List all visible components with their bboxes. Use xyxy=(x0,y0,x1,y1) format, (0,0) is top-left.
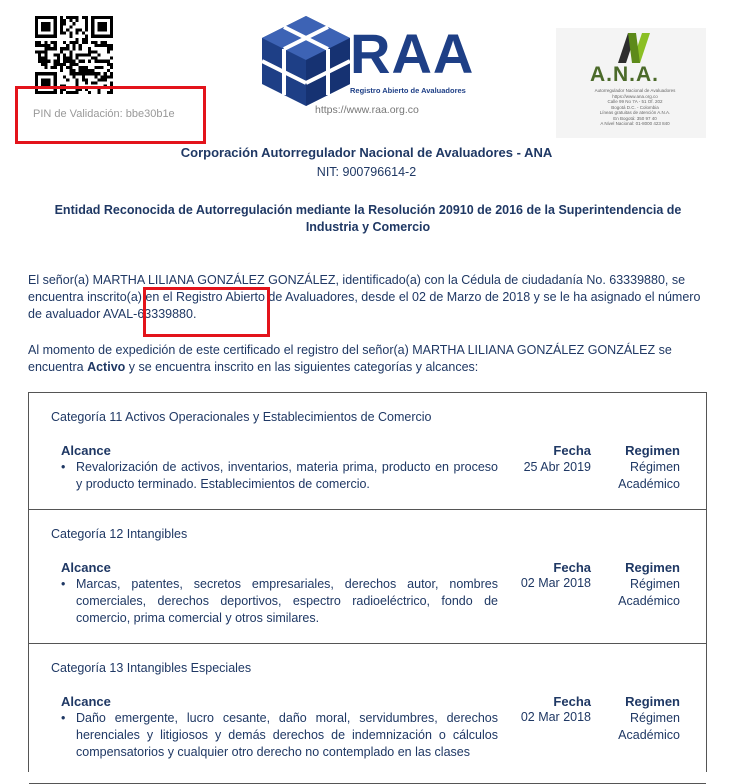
fecha-value: 02 Mar 2018 xyxy=(520,576,591,590)
status-paragraph xyxy=(28,342,706,376)
fecha-header: Fecha xyxy=(553,694,591,709)
categories-table xyxy=(28,392,707,772)
regimen-header: Regimen xyxy=(625,560,680,575)
alcance-header: Alcance xyxy=(61,560,111,575)
bullet-icon: • xyxy=(61,460,66,474)
category-title: Categoría 11 Activos Operacionales y Establecimientos de Comercio xyxy=(51,410,432,424)
raa-subtitle: Registro Abierto de Avaluadores xyxy=(350,86,466,95)
highlight-box-aval xyxy=(143,287,270,337)
alcance-header: Alcance xyxy=(61,443,111,458)
status-text-before: Al momento de expedición de este certificado el registro del señor(a) MARTHA LILIANA GONZÁLEZ GONZÁLEZ se encuentra xyxy=(28,343,672,374)
ana-n-mark-icon xyxy=(614,33,654,63)
regimen-value: Régimen Académico xyxy=(618,577,680,608)
bullet-icon: • xyxy=(61,711,66,725)
highlight-box-pin xyxy=(15,86,206,144)
fecha-value: 02 Mar 2018 xyxy=(520,710,591,724)
ana-contact-line: Autorregulador Nacional de Avaluadores xyxy=(594,88,676,93)
organization-nit: NIT: 900796614-2 xyxy=(316,165,417,179)
status-text-after: y se encuentra inscrito en las siguientes categorías y alcances: xyxy=(125,360,479,374)
entity-statement: Entidad Reconocida de Autorregulación mediante la Resolución 20910 de 2016 de la Superintendencia de Industria y Comercio xyxy=(54,203,682,234)
ana-contact-line: Líneas gratuitas de atención A.N.A. xyxy=(599,110,671,115)
alcance-item xyxy=(61,459,498,493)
validation-pin: PIN de Validación: bbe30b1e xyxy=(33,108,175,120)
raa-cube-logo xyxy=(262,16,350,106)
ana-logo-text: A.N.A. xyxy=(590,63,659,86)
ana-contact-line: Bogotá D.C. - Colombia xyxy=(611,104,659,110)
fecha-header: Fecha xyxy=(553,443,591,458)
registration-paragraph: El señor(a) MARTHA LILIANA GONZÁLEZ GONZÁLEZ, identificado(a) con la Cédula de ciudadanía No. 63339880, se encuentra inscrito(a) en el Registro Abierto de Avaluadores, desde el 02 de Marzo de 2018 y se le ha asignado el número de avaluador AVAL-63339880. xyxy=(28,273,701,321)
raa-logo-text: RAA xyxy=(350,22,475,85)
ana-contact-info xyxy=(575,88,695,127)
alcance-text: Marcas, patentes, secretos empresariales, derechos autor, nombres comerciales, derechos deportivos, espectro radioeléctrico, fondo de comercio, prima comercial y otros similares. xyxy=(76,577,498,625)
alcance-text: Revalorización de activos, inventarios, materia prima, producto en proceso y producto terminado. Establecimientos de comercio. xyxy=(76,460,498,491)
alcance-header: Alcance xyxy=(61,694,111,709)
ana-contact-line: https://www.ana.org.co xyxy=(612,93,658,99)
regimen-value: Régimen Académico xyxy=(618,460,680,491)
raa-url: https://www.raa.org.co xyxy=(315,104,419,116)
fecha-header: Fecha xyxy=(553,560,591,575)
regimen-header: Regimen xyxy=(625,443,680,458)
bullet-icon: • xyxy=(61,577,66,591)
alcance-item xyxy=(61,710,498,761)
organization-name: Corporación Autorregulador Nacional de Avaluadores - ANA xyxy=(180,145,553,160)
category-title: Categoría 12 Intangibles xyxy=(51,527,188,541)
ana-contact-line: A Nivel Nacional: 01-8000 423 840 xyxy=(600,121,670,126)
alcance-text: Daño emergente, lucro cesante, daño moral, servidumbres, derechos herenciales y litigiosos y demás derechos de indemnización o cálculos compensatorios y cualquier otro derecho no contemplado en las clases xyxy=(76,711,498,759)
category-title: Categoría 13 Intangibles Especiales xyxy=(51,661,252,675)
alcance-item xyxy=(61,576,498,627)
regimen-value: Régimen Académico xyxy=(618,711,680,742)
regimen-header: Regimen xyxy=(625,694,680,709)
category-row xyxy=(29,510,706,644)
ana-contact-line: Calle 99 No 7A - 51 Of. 202 xyxy=(607,99,663,104)
category-row xyxy=(29,644,706,784)
category-row xyxy=(29,393,706,510)
fecha-value: 25 Abr 2019 xyxy=(523,460,591,474)
status-value: Activo xyxy=(87,360,126,374)
ana-contact-line: En Bogotá: 350 97 40 xyxy=(613,115,657,121)
qr-code xyxy=(35,16,113,94)
